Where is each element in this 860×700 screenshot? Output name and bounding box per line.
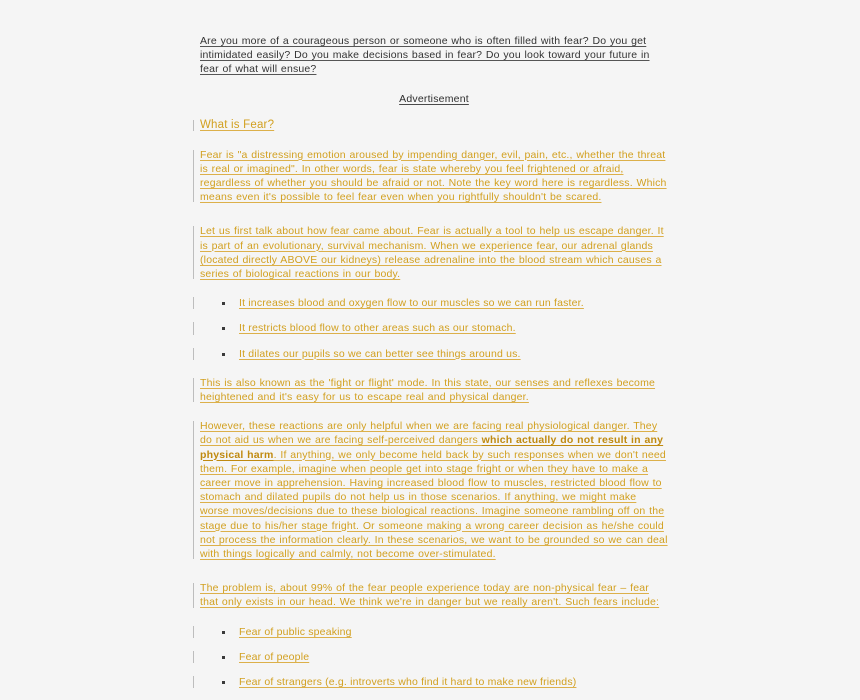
advertisement-label: Advertisement [399, 92, 469, 105]
reaction-bullet-item [193, 347, 668, 361]
fight-or-flight-paragraph-block [193, 376, 668, 404]
list-item [200, 625, 668, 639]
list-item-label: It dilates our pupils so we can better see things around us. [239, 347, 521, 360]
origin-paragraph-block [193, 224, 668, 281]
spacer [193, 572, 668, 581]
fear-bullet-item [193, 625, 668, 639]
list-item [200, 675, 668, 689]
list-item-label: It restricts blood flow to other areas such as our stomach. [239, 322, 516, 335]
problem-paragraph: The problem is, about 99% of the fear people experience today are non-physical fear – fear that only exists in our head. We think we're in danger but we really aren't. Such fears include: [200, 582, 660, 609]
bullet-icon [222, 302, 225, 305]
however-text-part-1: However, these reactions are only helpful when we are facing real physiological danger. They do not aid us when we are facing self-perceived dangers [200, 420, 658, 447]
however-paragraph-block [193, 419, 668, 561]
problem-paragraph-block [193, 581, 668, 609]
list-item-label: Fear of people [239, 650, 310, 663]
bullet-icon [222, 353, 225, 356]
fear-bullet-item [193, 675, 668, 689]
however-text-part-2: . If anything, we only become held back by such responses when we don't need them. For example, imagine when people get into stage fright or when they have to make a career move in apprehension. Having increased blood flow to muscles, restricted blood flow to stomach and dilated pupils do not help us in those scenarios. If anything, we might make worse moves/decisions due to these biological reactions. Imagine someone rambling off on the stage due to his/her stage fright. Or someone making a wrong career decision as he/she could not process the information clearly. In these scenarios, we want to be grounded so we can deal with things logically and calmly, not become over-stimulated. [200, 448, 668, 561]
however-paragraph [200, 419, 668, 561]
fight-or-flight-paragraph: This is also known as the 'fight or flight' mode. In this state, our senses and reflexes become heightened and it's easy for us to escape real and physical danger. [200, 376, 656, 404]
bullet-icon [222, 681, 225, 684]
list-item [200, 347, 668, 361]
fear-bullet-item [193, 650, 668, 664]
however-emphasis: which actually do not result in any physical harm [200, 434, 664, 461]
list-item [200, 296, 668, 310]
bullet-icon [222, 631, 225, 634]
list-item-label: Fear of public speaking [239, 625, 352, 638]
intro-paragraph-block [193, 34, 668, 77]
section-heading-block [193, 118, 668, 133]
bullet-icon [222, 327, 225, 330]
reaction-bullet-item [193, 321, 668, 335]
definition-paragraph-block [193, 148, 668, 205]
origin-paragraph: Let us first talk about how fear came about. Fear is actually a tool to help us escape danger. It is part of an evolutionary, survival mechanism. When we experience fear, our adrenal glands (located directly ABOVE our kidneys) release adrenaline into the blood stream which causes a series of biological reactions in our body. [200, 225, 664, 281]
definition-paragraph: Fear is "a distressing emotion aroused by impending danger, evil, pain, etc., whether the threat is real or imagined". In other words, fear is state whereby you feel frightened or afraid, regardless of whether you should be afraid or not. Note the key word here is regardless. Which means even it's possible to feel fear even when you rightfully shouldn't be scared. [200, 148, 667, 204]
article-body [193, 34, 668, 700]
list-item [200, 650, 668, 664]
list-item-label: Fear of strangers (e.g. introverts who find it hard to make new friends) [239, 676, 577, 689]
page-title: What is Fear? [200, 118, 275, 131]
intro-paragraph: Are you more of a courageous person or someone who is often filled with fear? Do you get intimidated easily? Do you make decisions based in fear? Do you look toward your future in fear of what will ensue? [200, 35, 650, 76]
spacer [193, 215, 668, 224]
bullet-icon [222, 656, 225, 659]
list-item-label: It increases blood and oxygen flow to our muscles so we can run faster. [239, 297, 584, 310]
advertisement-block [193, 92, 668, 106]
reaction-bullet-item [193, 296, 668, 310]
list-item [200, 321, 668, 335]
